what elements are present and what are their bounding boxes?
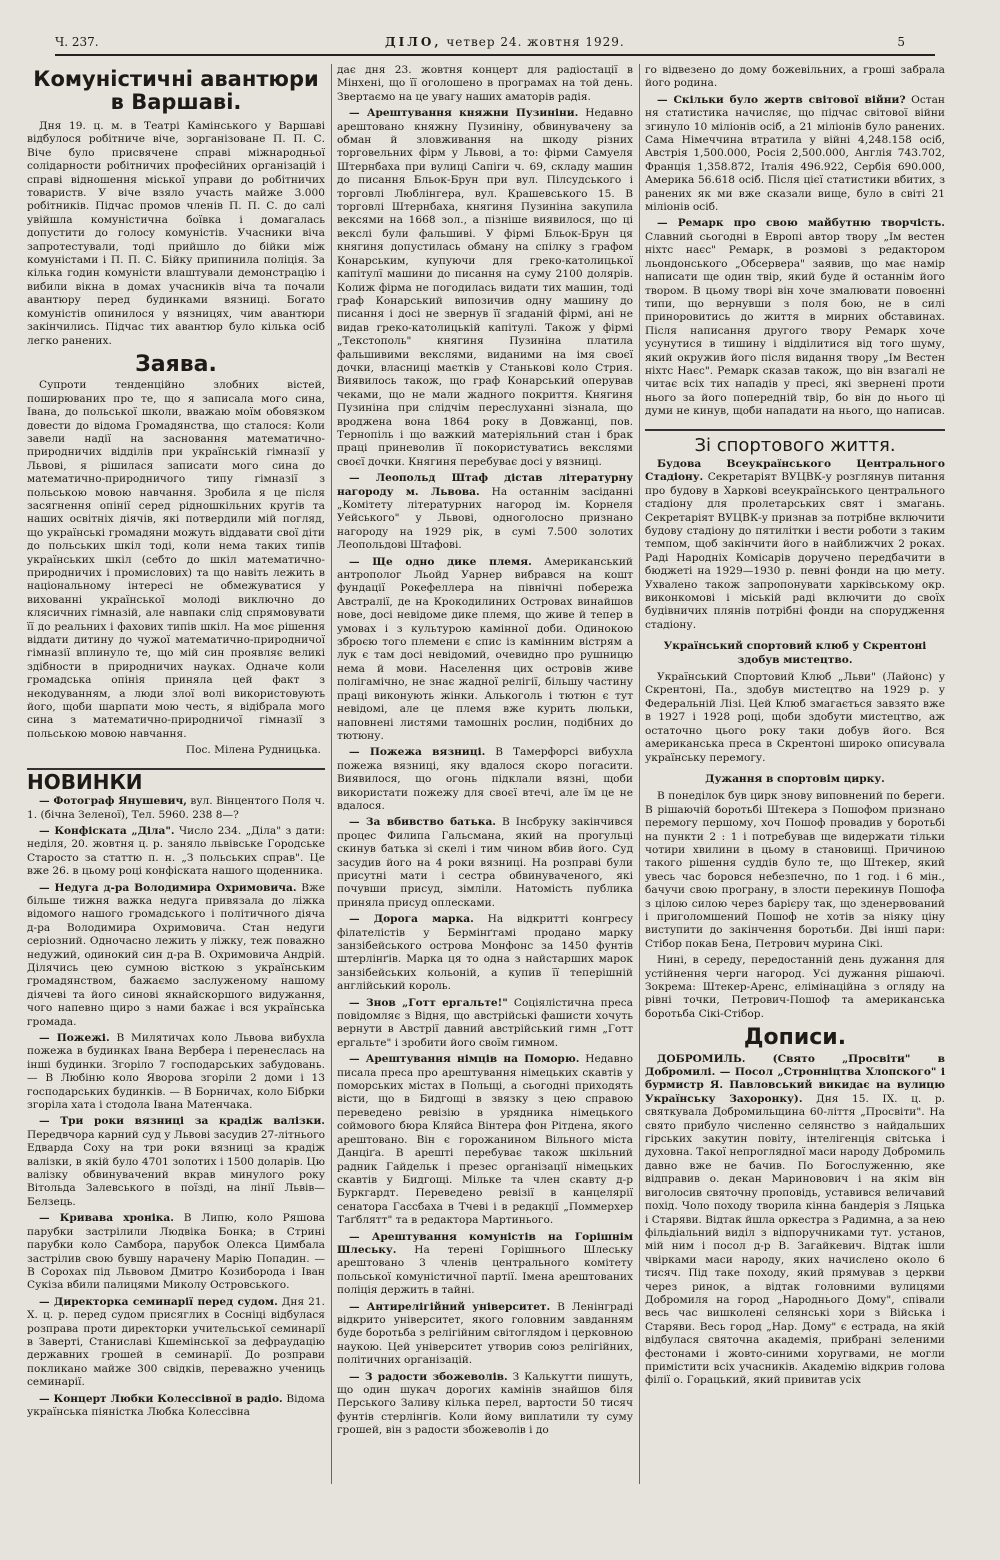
news-item-title: — Пожежі.	[39, 1032, 110, 1044]
article-headline: Заява.	[135, 351, 217, 377]
column-divider	[331, 64, 332, 1484]
news-item-body: В понеділок був цирк знову виповнений по береги. В рішаючій боротьбі Штекера з Пошофом признано перемогу першому, хоч Пошоф провадив у боротьбі на пункти 2 : 1 і потребував ще видержати тільки чотири хвилини в цьому в становищі. Причиною такого рішення суддів було те, що Штекер, який увесь час боровся небезпечно, по 1 год. і 6 мін., бачучи свою програну, в злости перекинув Пошофа з цілою силою через барієру так, що зденервований і приголомшений Пошоф не хотів за ніяку ціну виступити до закінчення боротьби. Дві інші пари: Стібор покав Бена, Петрович мурина Сікі.	[645, 790, 945, 950]
news-item-title: — За вбивство батька.	[349, 816, 496, 829]
section-heading: Зі спортового життя.	[645, 429, 945, 452]
article-body: Дня 19. ц. м. в Театрі Камінського у Варшаві відбулося робітниче віче, зорганізоване П. П. С. Віче було присвячене справі міжнародньої солідарности робітничих професійних організацій і справі відношення міської управи до робітничих товариств. У віче взяло участь майже 3.000 робітників. Підчас промов членів П. П. С. до салі увійшла комуністична боївка і домагалась допустити до голосу комуністів. Учасники віча запротестували, тоді прийшло до бійки між комуністами і П. П. С. Бійку припинила поліція. За кілька годин комуністи влаштували демонстрацію і вибили вікна в домах учасників віча та почали авантюру перед будинками вязниці. Богато комуністів опинилося у вязницях, чим авантюри закінчились. Підчас тих авантюр було кілька осіб легко ранених.	[27, 120, 325, 347]
news-item	[27, 882, 325, 1029]
news-item	[337, 107, 633, 469]
news-item-title: — Кривава хроніка.	[39, 1212, 174, 1225]
news-item-title: — Леопольд Штаф дістав літературну нагороду м. Львова.	[337, 472, 633, 498]
news-item-title: ДОБРОМИЛЬ. (Свято „Просвіти" в Добромилі. — Посол „Стронніцтва Хлопского" і бурмистр Я. Павловський викидає на вулицю Українську Захоронку).	[645, 1052, 945, 1105]
news-item-body: Нині, в середу, передостанній день дужання для устійнення черги нагород. Усі дужання рішаючі. Зокрема: Штекер-Аренс, елімінаційна з огляду на рівні точки, Петрович-Пошоф та американська боротьба Сікі-Стібор.	[645, 954, 945, 1020]
news-item	[337, 816, 633, 910]
masthead-title-date	[385, 34, 625, 50]
news-item-body: Славний сьогодні в Европі автор твору „Ім вестен ніхтс наєс" Ремарк, в розмові з редактором льондонського „Обсервера" заявив, що має намір написати ще один твір, який буде й останнім його твором. В цьому творі він хоче змалювати повоєнні типи, що вернувши з поля бою, не в силі приноровитись до життя в мирних обставинах. Після написання другого твору Ремарк хоче усунутися в тишину і відділитися від того шуму, який окружив його після видання твору „Ім Вестен ніхтс Наєс". Ремарк сказав також, що він взагалі не читає всіх тих нападів у пресі, які звернені проти нього за його попередній твір, бо він до нього ці думи не кинув, щоби нападати на нього, що написав.	[645, 230, 945, 418]
column-1	[27, 64, 325, 1484]
news-item-body: Передвчора карний суд у Львові засудив 27-літнього Едварда Соху на три роки вязниці за крадіж валізки, в якій було 4701 золотих і 1500 доларів. Цю валізку обвинувачений вкрав минулого року Вітольда Залевського в поїзді, на лінії Львів—Белзець.	[27, 1128, 325, 1208]
subheading: Дужання в спортовім цирку.	[705, 772, 885, 785]
news-item-title: — З радости збожеволів.	[349, 1370, 508, 1383]
news-item	[27, 1212, 325, 1292]
news-item-body: На відкритті конгресу філателістів у Бермінґгамі продано марку занзібейського острова Монфонс за 1450 фунтів штерлінґів. Марка ця то одна з найстарших марок занзібейських кольоній, а купив її теперішній англійський король.	[337, 913, 633, 993]
news-item-title: — Конфіската „Діла".	[39, 824, 175, 837]
news-item-title: — Антирелігійний університет.	[349, 1300, 551, 1313]
news-item-title: — Фотограф Янушевич,	[39, 795, 187, 808]
news-item-title: — Пожежа вязниці.	[349, 746, 486, 759]
news-item-body: Дня 15. IX. ц. р. святкувала Добромильщина 60-ліття „Просвіти". На свято прибуло численно селянство з найдальших гірських закутин повіту, інтелігенція світська і духовна. Такої непроглядної маси народу Добромиль давно вже не бачив. По Богослуженню, яке відправив о. декан Мариновович і на якім він виголосив святочну проповідь, уставився величавий похід. Чоло походу творила кінна бандерія з Ляцька і Старяви. Відтак йшла оркестра з Радимна, а за нею фільдіальний виділ з відпоручниками тут. установ, мій ним і посол д-р В. Загайкевич. Відтак ішли чвірками маси народу, яких начислено около 6 тисяч. Під таке походу, який прямував з церкви через ринок, а відтак головними вулицями Добромиля на город „Народнього Дому", співали весь час вишколені селянські хори з Війська і Старяви. Весь город „Нар. Дому" є естрада, на якій відбулася святочна академія, прибрані зеленими фестонами і жовто-синими хоругвами, не могли примістити всіх учасників. Академію відкрив голова філії о. Горацький, який привитав усіх	[645, 1092, 945, 1387]
news-item-body: З Калькутти пишуть, що один шукач дорогих камінів знайшов біля Перського Заливу кілька перел, вартости 50 тисяч фунтів стерлінгів. Коли йому виплатили ту суму грошей, він з радости збожеволів і до	[337, 1370, 633, 1437]
news-item	[337, 913, 633, 993]
subheading: Український спортовий клюб у Скрентоні здобув мистецтво.	[663, 640, 927, 666]
news-item-body: Український Спортовий Клюб „Льви" (Лайонс) у Скрентоні, Па., здобув мистецтво на 1929 р. у Федеральній Лізі. Цей Клюб змагається завзято вже в 1927 і 1928 році, щоби здобути мистецтво, аж остаточно цього року таки добув його. Вся американська преса в Скрентоні широко описувала українську перемогу.	[645, 671, 945, 764]
news-item	[337, 1371, 633, 1438]
news-item-body: Секретаріят ВУЦВК-у розглянув питання про будову в Харкові всеукраїнського центрального стадіону для пролетарських свят і змагань. Секретаріят ВУЦВК-у признав за потрібне включити будову стадіону до пятилітки і вести роботи з таким темпом, щоб закінчити його в найближчих 2 роках. Раді Народніх Комісарів доручено передбачити в бюджеті на 1929—1930 р. певні фонди на цю мету. Ухвалено також запропонувати харківському окр. виконкомові і міській раді включити до своїх будівничих плянів потрібні фонди на спорудження стадіону.	[645, 471, 945, 631]
news-item-body: В Ленінграді відкрито університет, якого головним завданням буде боротьба з релігійним світоглядом і церковною наукою. Цей університет утворив союз релігійних, політичних організацій.	[337, 1300, 633, 1367]
section-heading: НОВИНКИ	[27, 768, 325, 789]
news-item-body: На останнім засіданні „Комітету літературних нагород ім. Корнеля Уейського" у Львові, одноголосно признано нагороду на 1929 рік, в сумі 7.500 золотих Леопольдові Штафові.	[337, 485, 633, 552]
news-item-title: — Дорога марка.	[349, 913, 474, 926]
news-item-body: Відома українська піяністка Любка Колессівна	[27, 1392, 325, 1418]
news-item-title: — Арештування комуністів на Горішнім Шлеську.	[337, 1230, 633, 1256]
news-item-body: Вже більше тижня важка недуга привязала до ліжка відомого нашого громадського і політичного діяча д-ра Володимира Охримовича. Стан недуги серіозний. Одночасно лежить у ліжку, теж поважно недужий, одинокий син д-ра В. Охримовича Андрій. Ділячись цею сумною вісткою з українським громадянством, бажаємо заслуженому нашому діячеві та його синові якнайскоршого видужання, чого напевно щиро з нами бажає і вся українська громада.	[27, 881, 325, 1028]
news-item	[645, 458, 945, 632]
article-headline: Комуністичні авантюри в Варшаві.	[33, 67, 319, 114]
news-item	[337, 472, 633, 552]
news-item-title: — Ще одно дике племя.	[349, 555, 532, 568]
news-item-title: — Концерт Любки Колессівної в радіо.	[39, 1392, 283, 1405]
news-item-title: — Скільки було жертв світової війни?	[657, 93, 906, 106]
news-item-body: Остан ня статистика начисляє, що підчас світової війни згинуло 10 міліонів осіб, а 21 міліонів було ранених. Сама Німеччина втратила у війні 4,248.158 осіб, Австрія 1,500.000, Росія 2,500.000, Англія 743.702, Франція 1,358.872, Італія 496.922, Сербія 690.000, Америка 56.618 осіб. Після цієї статистики вбитих, з ранених як ми вже сказали вище, було в світі 21 міліонів осіб.	[645, 93, 945, 214]
continued-text: го відвезено до дому божевільних, а гроші забрала його родина.	[645, 64, 945, 90]
news-item	[337, 997, 633, 1051]
news-item-body: Американський антрополог Льойд Уарнер вибрався на кошт фундації Рокефеллера на північні побережа Австралії, де на Крокодилиних Островах винайшов нове, досі невідоме дике племя, що живе й тепер в умовах і з культурою камінної доби. Одинокою зброєю того племени є спис із камінним вістрям а лук є там досі невідомий, очевидно про рушницю нема й мови. Населення цих островів живе полігамічно, не знає жадної релігії, більшу частину праці виконують жінки. Алькоголь і тютюн є тут невідомі, але це племя вже курить люльки, наповнені листями тамошніх рослин, подібних до тютюну.	[337, 555, 633, 742]
news-item-body: Число 234. „Діла" з дати: неділя, 20. жовтня ц. р. заняло львівське Городське Старосто за статтю п. н. „З польських справ". Це вже 26. в цьому році конфіската нашого щоденника.	[27, 824, 325, 878]
page-number: 5	[897, 35, 905, 49]
news-item-body: В Інсбруку закінчився процес Филипа Гальсмана, який на прогульці скинув батька зі скелі і тим чином вбив його. Суд засудив його на 4 роки вязниці. На розправі були присутні мати і сестра обвинуваченого, які почувши присуд, зімліли. Натомість публика приняла присуд оплесками.	[337, 816, 633, 909]
column-divider	[639, 64, 640, 1484]
article-body: Супроти тенденційно злобних вістей, поширюваних про те, що я записала мого сина, Івана, до польської школи, вважаю моїм обовязком довести до відома Громадянства, що сталося: Коли завели надії на засновання математично-природничих відділів при українській гімназії у Львові, я рішилася записати мого сина до математично-природничого типу гімназії з польською мовою навчання. Зробила я це після засягнення опінії серед рідношкільних кругів та наших освітніх діячів, які потвердили мій погляд, що українські громадяни можуть віддавати свої діти до польських шкіл тоді, коли нема таких типів українських шкіл (себто до шкіл математично-природничих і промислових) та що навіть лежить в національному інтересі не обмежуватися у вихованні української молоді виключно до клясичних гімназій, але навпаки слід спрямовувати її до реальних і фахових типів шкіл. На моє рішення віддати дитину до чужої математично-природничої гімназії вплинуло те, що мій син проявляє великі здібности в природничих науках. Одначе коли громадська опінія приняла цей факт з некодуванням, а люди злої волі використовують його, щоби шарпати мою честь, я відібрала мого сина з математично-природничої гімназії з польською мовою навчання.	[27, 379, 325, 740]
news-item-title: Будова Всеукраїнського Центрального Стадіону.	[645, 457, 945, 484]
news-item-title: — Знов „Готт ергальте!"	[349, 996, 508, 1009]
news-item-title: — Директорка семинарії перед судом.	[39, 1295, 278, 1308]
issue-number: Ч. 237.	[55, 35, 99, 49]
news-item-title: — Три роки вязниці за крадіж валізки.	[39, 1115, 325, 1128]
news-item-title: — Арештування княжни Пузиніни.	[349, 107, 579, 120]
column-3	[645, 64, 945, 1484]
news-item	[27, 1115, 325, 1209]
news-item	[337, 746, 633, 813]
news-item	[337, 556, 633, 744]
news-item-body: вул. Вінцентого Поля ч. 1. (бічна Зеленої), Тел. 5960.	[27, 795, 325, 821]
news-item-title: — Недуга д-ра Володимира Охримовича.	[39, 881, 297, 894]
news-item	[645, 1053, 945, 1388]
ad-reference: 238 8—?	[192, 808, 239, 821]
news-item	[645, 94, 945, 215]
news-item-body: Недавно писала преса про арештування німецьких скавтів у поморських містах в Польщі, а сьогодні приходять вісти, що в Бидгощі в звязку з цею справою переведено ревізію в урядника німецького соймового бюра Кляйса Вінтера фон Рітдена, якого арештовано. Він є горожанином Вільного міста Данціґа. В арешті перебуває також шкільний радник Гайдельк і презес організації німецьких скавтів у Бидгощі. Мільке та член скавту д-р Буркгардт. Переведено ревізії в канцелярії сенатора Гассбаха в Тчеві і в редакції „Поммерхер Таґблятт" та в редактора Мартинього.	[337, 1053, 633, 1227]
news-item-body: В Тамерфорсі вибухла пожежа вязниці, яку вдалося скоро погасити. Виявилося, що огонь підклали вязні, щоби використати пожежу для своєї втечі, але їм це не вдалося.	[337, 746, 633, 812]
section-heading: Дописи.	[743, 1025, 847, 1051]
newspaper-title: ДІЛО,	[385, 35, 442, 49]
news-item-body: Дня 21. X. ц. р. перед судом присяглих в Сосніці відбулася розправа проти директорки учительської семинарії в Заверті, Станиславі Кшемінської за дефраудацію державних грошей в семинарії. До розправи покликано майже 300 свідків, переважно учениць семинарії.	[27, 1295, 325, 1389]
news-item-title: — Ремарк про свою майбутню творчість.	[657, 217, 945, 230]
news-item-title: — Арештування німців на Поморю.	[349, 1053, 580, 1066]
news-item	[645, 217, 945, 418]
news-item	[27, 1296, 325, 1390]
news-item-body: Недавно арештовано княжну Пузиніну, обвинувачену за обман й зловживання на шкоду різних торговельних фірм у Львові, а то: фірми Самуеля Штернбаха при вулиці Сапіги ч. 69, складу машин до писання Бльок-Брун при вул. Пілсудського і торговлі Люблінгера, вул. Крашевського 15. В торговлі Штернбаха, княгиня Пузиніна закупила вексями на 1668 зол., а пізніше виявилося, що ці векслі були фальшиві. У фірмі Бльок-Брун ця княгиня допустилась обману на спілку з графом Конарським, купуючи для греко-католицької капітулї машини до писання на суму 2100 долярів. Колиж фірма не погодилась видати тих машин, тоді граф Конарський випозичив одну машину до писання і досі не звернув її згаданій фірмі, ані не видав греко-католицькій капітулі. Також у фірмі „Текстополь" княгиня Пузиніна платила фальшивими векслями, виданими на імя своєї дочки, власниці маєтків у Станькові коло Стрия. Виявилось також, що граф Конарський оперував чеками, що не мали жадного покриття. Княгиня Пузиніна при слідчім переслуханні зізнала, що вроджена вона 1864 року в Довжанці, пов. Тернопіль і що важкий матеріяльний стан і брак праці приневолив її покористуватись векслями своєї дочки. Княгиня перебуває досі у вязниці.	[337, 107, 633, 468]
news-item-body: В Милятичах коло Львова вибухла пожежа в будинках Івана Вербера і перенеслась на інші будинки. Згоріло 7 господарських забудовань. — В Любіню коло Яворова згоріли 2 доми і 13 господарських будинків. — В Борничах, коло Бібрки згоріла хата і стодола Івана Матенчака.	[27, 1032, 325, 1112]
news-item	[337, 1053, 633, 1227]
news-item	[337, 1231, 633, 1298]
continued-text: дає дня 23. жовтня концерт для радіостації в Мінхені, що її оголошено в програмах на той день. Звертаємо на це увагу наших аматорів радія.	[337, 64, 633, 103]
news-item-body: Соціялістична преса повідомляє з Відня, що австрійські фашисти хочуть вернути в Австрії давний австрійський гимн „Готт ергальте" і зробити його своїм гимном.	[337, 996, 633, 1049]
news-item	[337, 1301, 633, 1368]
news-item-body: В Липю, коло Ряшова парубки застрілили Людвіка Бонка; в Стрині парубки коло Самбора, парубок Олекса Цимбала застрілив свою бувшу нарачену Марію Попадин. — В Сорохах під Львовом Дмитро Козиборода і Іван Сукіза вбили палицями Миколу Островського.	[27, 1212, 325, 1292]
column-2	[337, 64, 633, 1484]
news-item-body: На терені Горішнього Шлеську арештовано 3 членів центрального комітету польської комуністичної партії. Імена арештованих поліція держить в тайні.	[337, 1243, 633, 1297]
news-item	[27, 795, 325, 822]
signature: Пос. Мілена Рудницька.	[185, 744, 321, 757]
news-item	[27, 825, 325, 879]
news-item	[27, 1032, 325, 1112]
issue-date: четвер 24. жовтня 1929.	[446, 35, 625, 49]
news-item	[27, 1393, 325, 1420]
masthead	[55, 34, 935, 56]
